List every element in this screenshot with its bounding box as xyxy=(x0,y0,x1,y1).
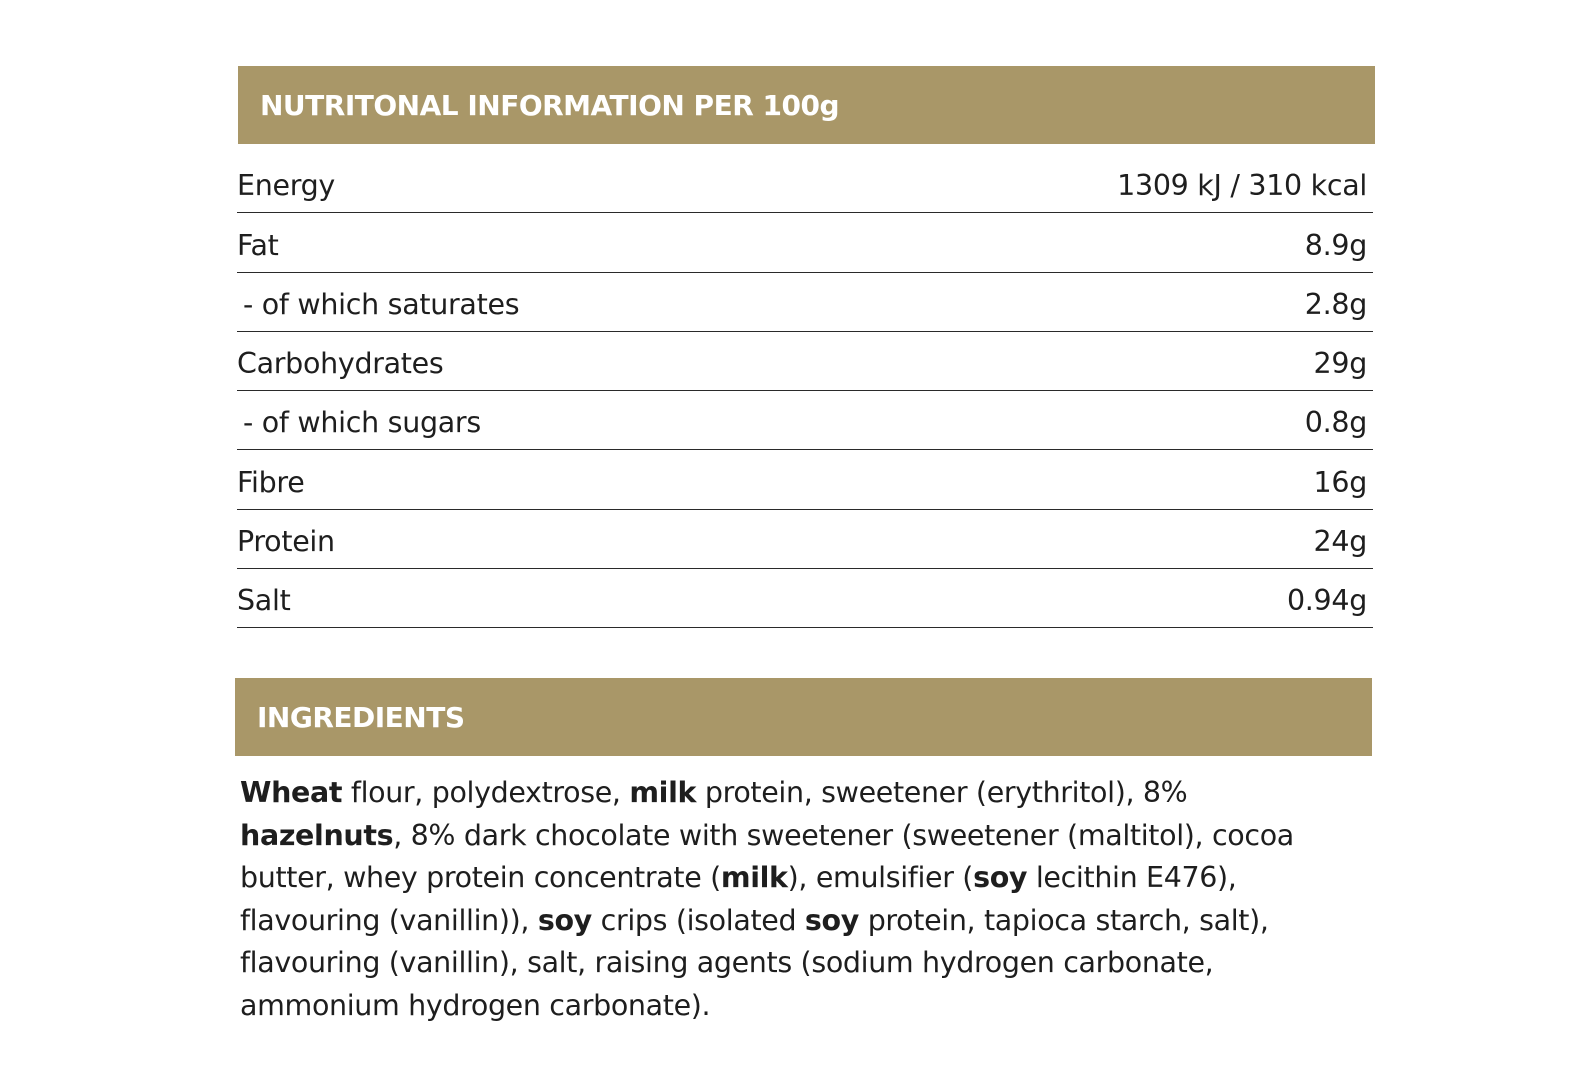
nutrition-header xyxy=(238,66,1375,144)
nutrition-row-fibre xyxy=(237,450,1373,509)
ingredient-text: , 8% dark chocolate with sweetener (sweetener (maltitol), cocoa butter, whey protein concentrate ( xyxy=(240,818,1294,894)
ingredient-text: lecithin E476), flavouring (vanillin)), xyxy=(240,861,1237,937)
ingredient-allergen: milk xyxy=(629,776,697,809)
nutrition-row-fat xyxy=(237,213,1373,272)
nutrient-value: 0.94g xyxy=(1286,584,1367,618)
nutrition-row-carbohydrates xyxy=(237,332,1373,391)
ingredient-allergen: hazelnuts xyxy=(240,818,394,852)
nutrient-value: 29g xyxy=(1313,347,1367,381)
nutrient-name: Fibre xyxy=(237,465,305,499)
nutrient-value: 0.8g xyxy=(1304,406,1367,440)
nutrient-value: 2.8g xyxy=(1304,287,1367,321)
ingredient-text: ), emulsifier ( xyxy=(787,861,974,894)
nutrient-name: - of which saturates xyxy=(243,287,520,321)
nutrition-row-energy xyxy=(237,154,1373,213)
ingredient-allergen: soy xyxy=(537,903,592,937)
nutrient-name: Salt xyxy=(237,584,291,618)
nutrient-name: Fat xyxy=(237,228,279,262)
ingredient-text: protein, sweetener (erythritol), 8% xyxy=(696,776,1188,809)
nutrition-row-protein xyxy=(237,510,1373,569)
ingredients-title: INGREDIENTS xyxy=(257,700,465,734)
ingredient-allergen: Wheat xyxy=(240,776,343,809)
ingredient-text: crips (isolated xyxy=(591,903,805,937)
ingredient-text: flour, polydextrose, xyxy=(342,776,630,809)
nutrient-value: 16g xyxy=(1313,465,1367,499)
nutrient-name: Protein xyxy=(237,525,335,559)
nutrition-row-salt xyxy=(237,569,1373,628)
nutrient-value: 8.9g xyxy=(1304,228,1367,262)
nutrition-table xyxy=(237,154,1373,628)
nutrient-name: - of which sugars xyxy=(243,406,481,440)
nutrition-row-saturates xyxy=(237,273,1373,332)
nutrient-name: Carbohydrates xyxy=(237,347,444,381)
ingredient-text: protein, tapioca starch, salt), flavouring (vanillin), salt, raising agents (sodium hydrogen carbonate, ammonium hydrogen carbonate). xyxy=(240,903,1269,1022)
ingredients-text xyxy=(240,772,1380,1027)
ingredient-allergen: soy xyxy=(804,903,859,937)
ingredient-allergen: milk xyxy=(720,861,788,894)
nutrition-row-sugars xyxy=(237,391,1373,450)
ingredients-header xyxy=(235,678,1372,756)
nutrient-value: 24g xyxy=(1313,525,1367,559)
nutrient-name: Energy xyxy=(237,169,335,203)
ingredient-allergen: soy xyxy=(973,861,1028,894)
nutrition-title: NUTRITONAL INFORMATION PER 100g xyxy=(260,88,839,122)
nutrient-value: 1309 kJ / 310 kcal xyxy=(1117,169,1367,203)
